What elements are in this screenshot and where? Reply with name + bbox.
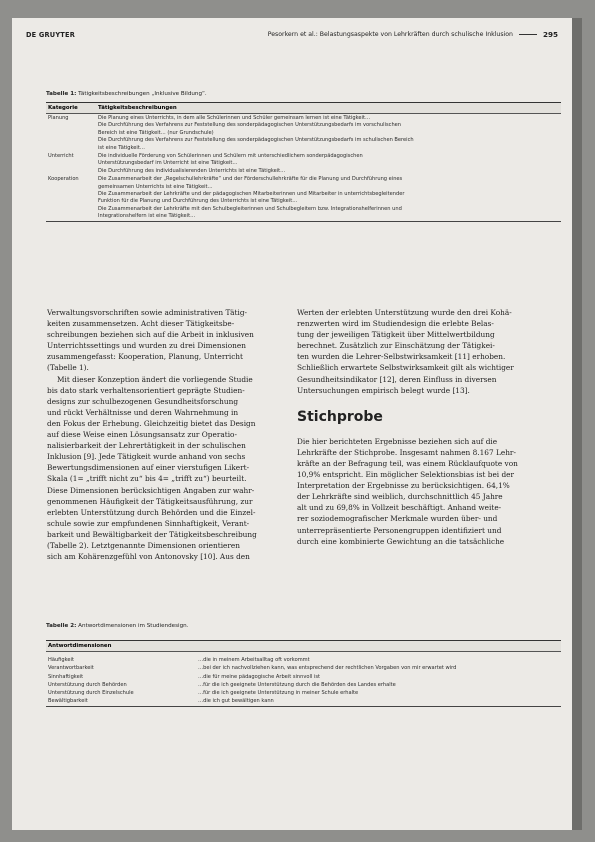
text-line: Die hier berichteten Ergebnisse beziehen sich auf die [297, 436, 498, 446]
table1-activity-line: Die individuelle Förderung von Schülerinnen und Schülern mit unterschiedlichem sonderpädagogischen [98, 153, 363, 160]
table2-dimension-cell: Verantwortbarkeit [48, 665, 94, 672]
left-text-column [47, 307, 287, 562]
table1-activity-line: Bereich ist eine Tätigkeit… (nur Grundschule) [98, 129, 214, 136]
text-line: keiten zusammensetzen. Acht dieser Tätigkeitsbe- [47, 319, 235, 329]
table1 [46, 102, 561, 222]
table1-body [46, 114, 561, 221]
text-line: schule sowie zur empfundenen Sinnhaftigkeit, Verant- [47, 518, 250, 528]
left-paragraph-1 [47, 307, 287, 374]
table2-dimension-cell: Häufigkeit [48, 657, 74, 663]
table2-description-cell: …die ich gut bewältigen kann [198, 698, 274, 705]
table1-row [46, 114, 561, 152]
table2-description-cell: …für die ich geeignete Unterstützung in meiner Schule erhalte [198, 690, 359, 697]
table2-caption [46, 623, 566, 629]
table1-activity-line: Unterstützungsbedarf im Unterricht ist eine Tätigkeit… [98, 160, 238, 167]
text-line: Unterrichtssettings und wurden zu drei Dimensionen [47, 341, 246, 351]
table2-description-cell: …die in meinem Arbeitsalltag oft vorkommt [198, 657, 310, 663]
page-header [26, 30, 558, 39]
table1-caption [46, 91, 566, 97]
text-line: Werten der erlebten Unterstützung wurde den drei Kohä- [297, 308, 512, 317]
table1-row [46, 175, 561, 220]
table1-activity-line: gemeinsamen Unterrichts ist eine Tätigkeit… [98, 183, 213, 190]
table1-header-category: Kategorie [48, 105, 78, 111]
text-line: unterrepräsentierte Personengruppen identifiziert und [297, 525, 502, 535]
table1-activity-line: Die Durchführung des individualisierenden Unterrichts ist eine Tätigkeit… [98, 167, 286, 174]
table1-caption-text: Tätigkeitsbeschreibungen „Inklusive Bildung“. [78, 91, 207, 97]
table2-row [46, 673, 561, 681]
table2-description-cell: …bei der ich nachvollziehen kann, was entsprechend der rechtlichen Vorgaben von mir erwartet wird [198, 665, 457, 672]
text-line: Lehrkräfte der Stichprobe. Insgesamt nahmen 8.167 Lehr- [297, 447, 516, 457]
table1-category-cell: Unterricht [48, 153, 74, 160]
text-line: Interpretation der Ergebnisse zu berücksichtigen. 64,1% [297, 481, 510, 491]
right-paragraph-1 [297, 307, 537, 396]
table1-activities-cell [98, 176, 561, 220]
text-line: Bewertungsdimensionen auf einer vierstufigen Likert- [47, 463, 250, 473]
text-line: nalisierbarkeit der Lehrertätigkeit in der schulischen [47, 441, 246, 451]
table2-header-row: Antwortdimensionen [46, 641, 561, 652]
table1-caption-label: Tabelle 1: [46, 91, 77, 97]
running-title: Pesorkern et al.: Belastungsaspekte von Lehrkräften durch schulische Inklusion [267, 31, 513, 38]
text-line: 10,9% entspricht. Ein möglicher Selektionsbias ist bei der [297, 470, 515, 480]
text-line: den Fokus der Erhebung. Gleichzeitig bietet das Design [47, 418, 256, 428]
text-line: bis dato stark verhaltensorientiert geprägte Studien- [47, 385, 245, 395]
table1-activities-cell [98, 153, 561, 175]
table2-caption-label: Tabelle 2: [46, 623, 77, 629]
journal-page [12, 18, 572, 830]
table1-category-cell: Planung [48, 115, 69, 121]
table2-row [46, 681, 561, 689]
table1-header-activities: Tätigkeitsbeschreibungen [98, 105, 177, 111]
table2-row [46, 664, 561, 672]
table2-description-cell: …für die ich geeignete Unterstützung durch die Behörden des Landes erhalte [198, 681, 396, 688]
table1-activity-line: Die Zusammenarbeit der Lehrkräfte und der pädagogischen Mitarbeiterinnen und Mitarbeiter in unterrichtsbegleitender [98, 191, 405, 198]
text-line: (Tabelle 2). Letztgenannte Dimensionen orientieren [47, 540, 240, 550]
text-line: ten wurden die Lehrer-Selbstwirksamkeit [11] erhoben. [297, 352, 506, 362]
table2-row [46, 652, 561, 664]
table2-body [46, 652, 561, 706]
table2-row [46, 697, 561, 705]
text-line: Verwaltungsvorschriften sowie administrativen Tätig- [47, 308, 247, 317]
table2-row [46, 689, 561, 697]
table2-dimension-cell: Bewältigbarkeit [48, 698, 88, 705]
table1-activity-line: ist eine Tätigkeit… [98, 144, 145, 151]
table1-activity-line: Die Planung eines Unterrichts, in dem alle Schülerinnen und Schüler gemeinsam lernen ist eine Tätigkeit… [98, 115, 371, 121]
table1-activity-line: Funktion für die Planung und Durchführung des Unterrichts ist eine Tätigkeit… [98, 198, 298, 205]
left-paragraph-2 [47, 374, 287, 563]
table2-caption-text: Antwortdimensionen im Studiendesign. [78, 623, 189, 629]
table1-activity-line: Die Zusammenarbeit der „Regelschullehrkräfte“ und der Förderschullehrkräfte für die Planung und Durchführung eines [98, 176, 403, 183]
table1-activity-line: Integrationshelfern ist eine Tätigkeit… [98, 213, 196, 220]
header-dash [519, 34, 537, 35]
page-number: 295 [542, 30, 558, 39]
text-line: designs zur schulbezogenen Gesundheitsforschung [47, 396, 239, 406]
text-line: rer soziodemografischer Merkmale wurden über- und [297, 514, 498, 524]
table1-activity-line: Die Durchführung des Verfahrens zur Feststellung des sonderpädagogischen Unterstützungsbedarfs im vorschulischen [98, 122, 402, 129]
text-line: kräfte an der Befragung teil, was einem Rücklaufquote von [297, 458, 518, 468]
text-line: berechnet. Zusätzlich zur Einschätzung der Tätigkei- [297, 341, 495, 351]
text-line: Gesundheitsindikator [12], deren Einfluss in diversen [297, 374, 497, 384]
text-line: Schließlich erwartete Selbstwirksamkeit gilt als wichtiger [297, 363, 514, 373]
text-line: Mit dieser Konzeption ändert die vorliegende Studie [57, 374, 253, 384]
right-paragraph-2 [297, 436, 537, 547]
table2-dimension-cell: Unterstützung durch Einzelschule [48, 690, 134, 697]
text-line: alt und zu 69,8% in Vollzeit beschäftigt. Anhand weite- [297, 503, 502, 513]
scan-shadow [572, 18, 582, 830]
text-line: auf diese Weise einen Lösungsansatz zur Operatio- [47, 430, 237, 440]
text-line: Skala (1= „trifft nicht zu“ bis 4= „trifft zu“) beurteilt. [47, 474, 247, 484]
publisher-brand: DE GRUYTER [26, 30, 75, 39]
text-line: erlebten Unterstützung durch Behörden und die Einzel- [47, 507, 256, 517]
text-line: renzwerten wird im Studiendesign die erlebte Belas- [297, 319, 494, 329]
table1-activity-line: Die Zusammenarbeit der Lehrkräfte mit den Schulbegleiterinnen und Schulbegleitern bzw. Integrationshelferinnen und [98, 205, 402, 212]
table2-description-cell: …die für meine pädagogische Arbeit sinnvoll ist [198, 673, 321, 680]
text-line: durch eine kombinierte Gewichtung an die tatsächliche [297, 536, 505, 546]
table1-activity-line: Die Durchführung des Verfahrens zur Feststellung des sonderpädagogischen Unterstützungsbedarfs im schulischen Bereich [98, 137, 414, 144]
text-line: Diese Dimensionen berücksichtigen Angaben zur wahr- [47, 485, 255, 495]
text-line: (Tabelle 1). [47, 363, 89, 373]
table2-dimension-cell: Sinnhaftigkeit [48, 673, 84, 680]
text-line: Inklusion [9]. Jede Tätigkeit wurde anhand von sechs [47, 452, 246, 462]
text-line: zusammengefasst: Kooperation, Planung, Unterricht [47, 352, 243, 362]
table1-row [46, 152, 561, 175]
text-line: schreibungen beziehen sich auf die Arbeit in inklusiven [47, 330, 254, 340]
table2 [46, 640, 561, 707]
table1-activities-cell [98, 115, 561, 152]
text-line: Untersuchungen empirisch belegt wurde [13]. [297, 385, 470, 395]
table1-category-cell: Kooperation [48, 176, 79, 183]
text-line: und rückt Verhältnisse und deren Wahrnehmung in [47, 407, 239, 417]
table2-dimension-cell: Unterstützung durch Behörden [48, 681, 127, 688]
text-line: der Lehrkräfte sind weiblich, durchschnittlich 45 Jahre [297, 492, 503, 502]
table1-header-row [46, 103, 561, 114]
text-line: sich am Kohärenzgefühl von Antonovsky [10]. Aus den [47, 552, 250, 562]
right-text-column [297, 307, 537, 547]
text-line: tung der jeweiligen Tätigkeit über Mittelwertbildung [297, 330, 495, 340]
text-line: barkeit und Bewältigbarkeit der Tätigkeitsbeschreibung [47, 529, 257, 539]
section-heading-stichprobe: Stichprobe [297, 408, 383, 425]
text-line: genommenen Häufigkeit der Tätigkeitsausführung, zur [47, 496, 253, 506]
